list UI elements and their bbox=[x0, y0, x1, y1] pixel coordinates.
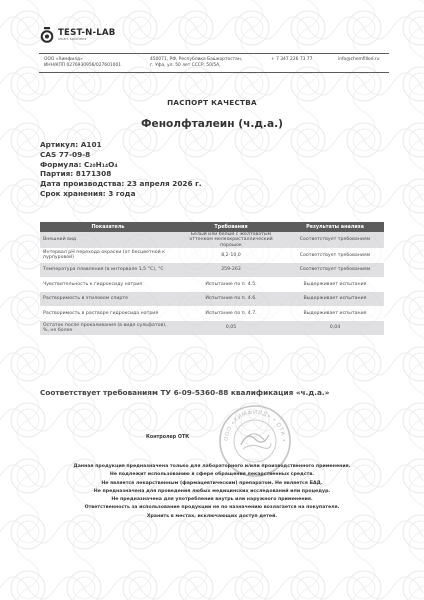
requirement-cell: Испытание по п. 4.6. bbox=[176, 292, 286, 307]
company-address bbox=[150, 57, 242, 69]
specification-table bbox=[40, 222, 384, 335]
result-cell: Выдерживает испытания bbox=[286, 292, 384, 307]
flask-logo-icon bbox=[40, 27, 54, 43]
product-name: Фенолфталеин (ч.д.а.) bbox=[141, 118, 283, 130]
qc-inspector-label: Контролер ОТК bbox=[146, 435, 190, 440]
parameter-cell: Температура плавления (в интервале 1,5 °С), °С bbox=[40, 263, 176, 278]
table-row bbox=[40, 263, 384, 278]
address-line-1: 450071, РФ, Республика Башкортостан, bbox=[150, 57, 243, 62]
parameter-cell: Интервал pH перехода окраски (от бесцветной к пурпуровой) bbox=[40, 248, 176, 263]
parameter-cell: Растворимость в этиловом спирте bbox=[40, 292, 176, 307]
parameter-cell: Внешний вид bbox=[40, 232, 176, 248]
property-article: Артикул: A101 bbox=[40, 140, 102, 149]
disclaimer-line: Не предназначена для проведения любых медицинских исследований или процедур. bbox=[93, 488, 331, 494]
property-formula: Формула: C₂₀H₁₄O₄ bbox=[40, 159, 118, 169]
company-email: info@chemfilled.ru bbox=[338, 57, 380, 62]
product-properties bbox=[40, 140, 202, 199]
parameter-cell: Чувствительность к гидроксиду натрия bbox=[40, 277, 176, 292]
property-shelf-life: Срок хранения: 3 года bbox=[40, 188, 136, 198]
table-row bbox=[40, 306, 384, 321]
company-name: ООО «Химфилд» bbox=[44, 57, 83, 62]
company-details bbox=[44, 57, 121, 69]
table-row bbox=[40, 277, 384, 292]
property-cas: CAS 77-09-8 bbox=[40, 149, 91, 159]
document-title: ПАСПОРТ КАЧЕСТВА bbox=[167, 98, 257, 107]
disclaimer-line: Не является лекарственным (фармацевтическим) препаратом. Не является БАД. bbox=[101, 480, 323, 486]
property-batch: Партия: 8171308 bbox=[40, 169, 112, 179]
requirement-cell: 8,2-10,0 bbox=[176, 248, 286, 263]
stamp-ring-text: ООО «ХИМФИЛД» • ОТК • bbox=[223, 409, 287, 443]
column-header: Требования bbox=[176, 222, 286, 232]
logo-tagline: smart solutions bbox=[58, 37, 87, 42]
result-cell: Соответствует требованиям bbox=[286, 232, 384, 248]
requirement-cell: Испытание по п. 4.7. bbox=[176, 306, 286, 321]
company-logo bbox=[40, 27, 116, 43]
disclaimer-line: Хранить в местах, исключающих доступ детей. bbox=[146, 513, 278, 519]
table-row bbox=[40, 292, 384, 307]
svg-text:ООО «ХИМФИЛД» • ОТК • bbox=[224, 410, 286, 443]
compliance-statement: Соответствует требованиям ТУ 6-09-5360-88 квалификация «ч.д.а.» bbox=[40, 388, 330, 397]
table-header-row bbox=[40, 222, 384, 232]
table-row bbox=[40, 248, 384, 263]
disclaimer-line: Данная продукция предназначена только для лабораторного и/или производственного применения. bbox=[73, 464, 351, 469]
result-cell: Выдерживает испытания bbox=[286, 306, 384, 321]
company-ids: ИНН/КПП 0276930956/027601001 bbox=[44, 63, 122, 68]
table-row bbox=[40, 232, 384, 248]
table-row bbox=[40, 321, 384, 336]
parameter-cell: Остаток после прокаливания (в виде сульфатов), %, не более bbox=[40, 321, 176, 336]
result-cell: Соответствует требованиям bbox=[286, 263, 384, 278]
disclaimer-block bbox=[0, 463, 424, 521]
property-production-date: Дата производства: 23 апреля 2026 г. bbox=[40, 179, 202, 189]
requirement-cell: 259-263 bbox=[176, 263, 286, 278]
parameter-cell: Растворимость в растворе гидроксида натрия bbox=[40, 306, 176, 321]
disclaimer-line: Не предназначена для употребления внутрь или наружного применения. bbox=[111, 497, 313, 503]
header-bottom-rule bbox=[39, 72, 389, 73]
disclaimer-line: Не подлежит использованию в сфере обращения лекарственных средств. bbox=[109, 472, 315, 478]
logo-name: TEST-N-LAB bbox=[58, 27, 116, 38]
requirement-cell: 0,05 bbox=[176, 321, 286, 336]
column-header: Показатель bbox=[40, 222, 176, 232]
header-top-rule bbox=[39, 53, 389, 54]
address-line-2: г. Уфа, ул. 50 лет СССР, 50/5А, bbox=[150, 63, 221, 68]
result-cell: 0,04 bbox=[286, 321, 384, 336]
requirement-cell: Белый или белый с желтоватым оттенком мелкокристаллический порошок bbox=[176, 232, 286, 248]
column-header: Результаты анализа bbox=[286, 222, 384, 232]
requirement-cell: Испытание по п. 4.5. bbox=[176, 277, 286, 292]
disclaimer-line: Ответственность за использование продукции не по назначению возлагается на покупателя. bbox=[84, 505, 340, 511]
result-cell: Выдерживает испытания bbox=[286, 277, 384, 292]
result-cell: Соответствует требованиям bbox=[286, 248, 384, 263]
company-phone: + 7 347 226 73 77 bbox=[271, 57, 313, 62]
